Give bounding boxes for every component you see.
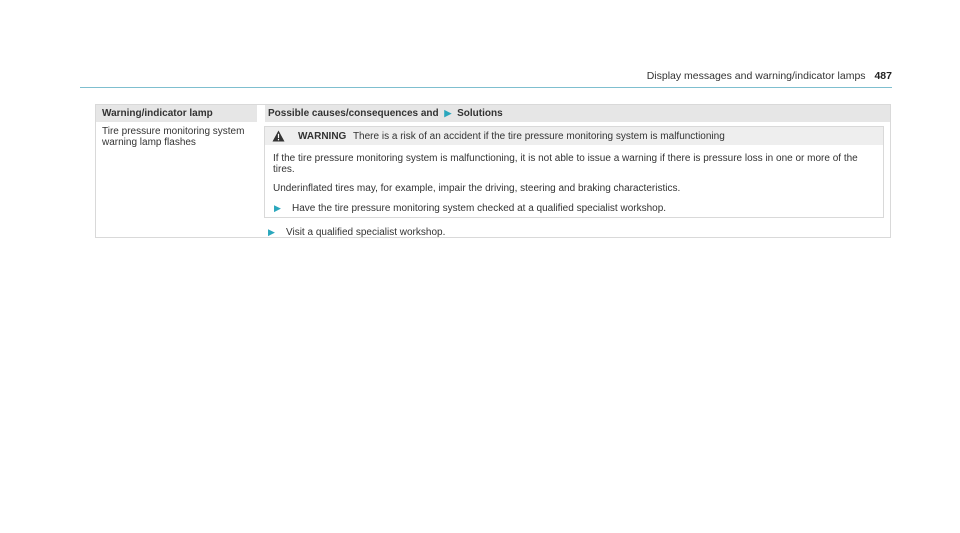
column-header-causes-text: Possible causes/consequences and <box>268 108 439 119</box>
column-header-solutions-text: Solutions <box>457 108 503 119</box>
warning-triangle-icon <box>272 130 285 142</box>
arrow-right-icon: ▶ <box>268 227 275 237</box>
column-header-lamp: Warning/indicator lamp <box>102 108 213 119</box>
column-divider <box>257 105 265 122</box>
arrow-right-icon: ▶ <box>274 203 281 213</box>
header-divider <box>80 87 892 88</box>
arrow-right-icon: ▶ <box>444 108 452 118</box>
solution-step-text: Visit a qualified specialist workshop. <box>286 227 446 238</box>
warning-box <box>264 126 884 218</box>
warning-step <box>274 203 666 214</box>
warning-label: WARNING <box>298 131 347 142</box>
lamp-description: Tire pressure monitoring system warning lamp flashes <box>102 126 245 148</box>
section-title: Display messages and warning/indicator lamps <box>646 70 866 82</box>
page-number: 487 <box>874 70 892 82</box>
column-header-causes <box>268 108 503 119</box>
warning-lamp-table <box>95 104 891 238</box>
solution-step <box>268 227 445 238</box>
warning-paragraph: If the tire pressure monitoring system is malfunctioning, it is not able to issue a warning if there is pressure loss in one or more of the tires. <box>273 153 858 175</box>
warning-title <box>298 131 725 142</box>
warning-title-text: There is a risk of an accident if the tire pressure monitoring system is malfunctioning <box>352 131 725 142</box>
warning-step-text: Have the tire pressure monitoring system checked at a qualified specialist workshop. <box>292 203 667 214</box>
table-header-row <box>96 105 890 122</box>
running-head <box>80 70 892 82</box>
warning-paragraph: Underinflated tires may, for example, impair the driving, steering and braking characteristics. <box>273 183 681 194</box>
warning-header <box>265 127 883 145</box>
